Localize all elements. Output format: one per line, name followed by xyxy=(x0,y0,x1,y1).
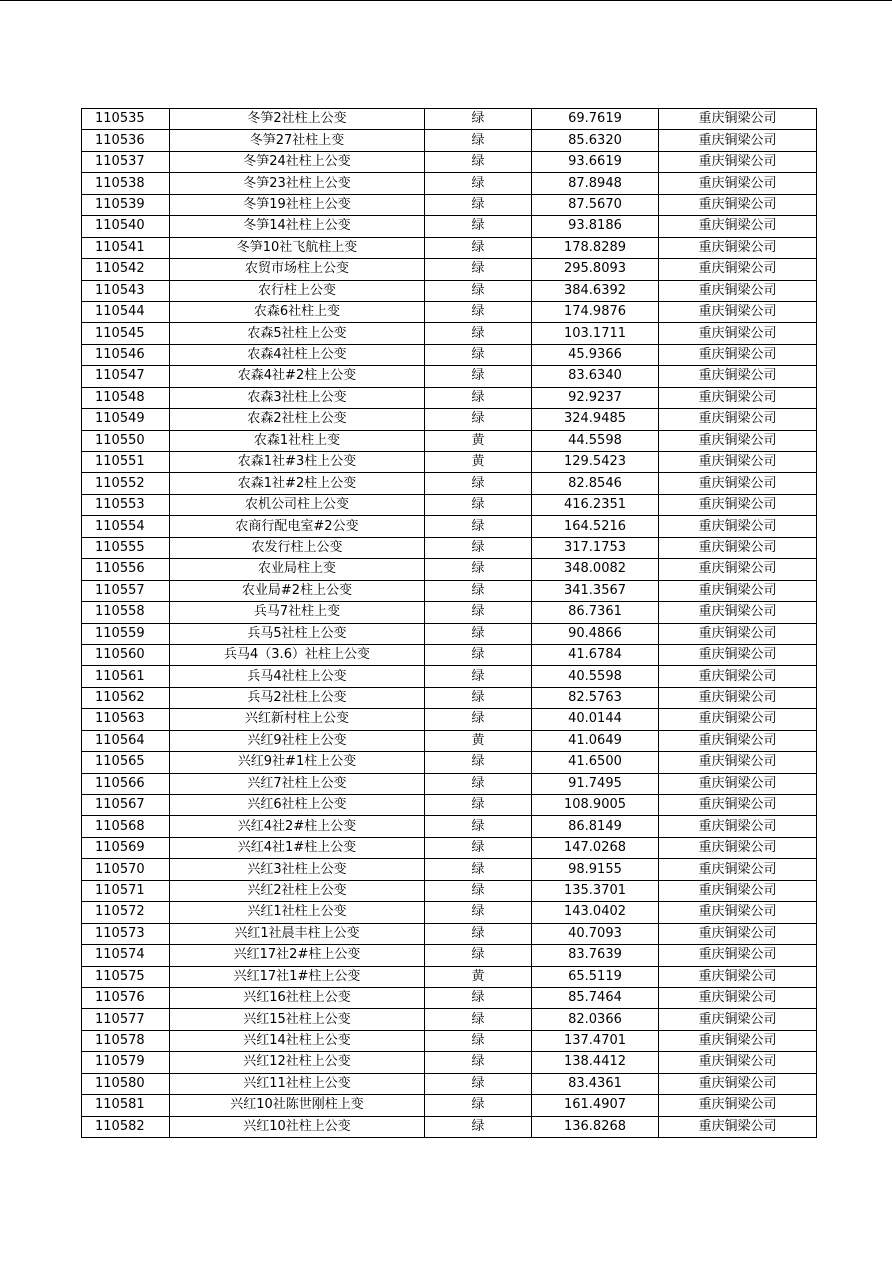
cell-id: 110578 xyxy=(82,1030,170,1051)
cell-value: 65.5119 xyxy=(532,966,659,987)
cell-company: 重庆铜梁公司 xyxy=(659,1116,817,1137)
cell-id: 110540 xyxy=(82,216,170,237)
cell-name: 农森2社柱上公变 xyxy=(170,409,425,430)
cell-level: 绿 xyxy=(425,494,532,515)
cell-id: 110563 xyxy=(82,709,170,730)
cell-id: 110564 xyxy=(82,730,170,751)
table-row xyxy=(82,1009,817,1030)
cell-id: 110577 xyxy=(82,1009,170,1030)
cell-company: 重庆铜梁公司 xyxy=(659,216,817,237)
cell-name: 兴红12社柱上公变 xyxy=(170,1052,425,1073)
cell-value: 40.5598 xyxy=(532,666,659,687)
table-row xyxy=(82,1095,817,1116)
cell-value: 69.7619 xyxy=(532,109,659,130)
cell-name: 兵马4社柱上公变 xyxy=(170,666,425,687)
cell-level: 绿 xyxy=(425,773,532,794)
cell-id: 110559 xyxy=(82,623,170,644)
cell-id: 110565 xyxy=(82,752,170,773)
cell-level: 绿 xyxy=(425,1030,532,1051)
table-row xyxy=(82,773,817,794)
table-row xyxy=(82,966,817,987)
cell-level: 绿 xyxy=(425,109,532,130)
cell-name: 冬笋14社柱上公变 xyxy=(170,216,425,237)
table-row xyxy=(82,644,817,665)
cell-name: 兴红10社陈世刚柱上变 xyxy=(170,1095,425,1116)
table-row xyxy=(82,795,817,816)
cell-name: 冬笋19社柱上公变 xyxy=(170,194,425,215)
cell-value: 98.9155 xyxy=(532,859,659,880)
cell-id: 110551 xyxy=(82,452,170,473)
cell-name: 兴红15社柱上公变 xyxy=(170,1009,425,1030)
cell-value: 93.8186 xyxy=(532,216,659,237)
cell-name: 兴红10社柱上公变 xyxy=(170,1116,425,1137)
cell-id: 110554 xyxy=(82,516,170,537)
cell-id: 110556 xyxy=(82,559,170,580)
cell-id: 110553 xyxy=(82,494,170,515)
cell-id: 110537 xyxy=(82,151,170,172)
cell-company: 重庆铜梁公司 xyxy=(659,344,817,365)
cell-value: 41.0649 xyxy=(532,730,659,751)
table-row xyxy=(82,559,817,580)
cell-value: 324.9485 xyxy=(532,409,659,430)
cell-level: 绿 xyxy=(425,194,532,215)
cell-name: 农森3社柱上公变 xyxy=(170,387,425,408)
cell-id: 110575 xyxy=(82,966,170,987)
table-row xyxy=(82,902,817,923)
cell-level: 绿 xyxy=(425,602,532,623)
cell-company: 重庆铜梁公司 xyxy=(659,1095,817,1116)
cell-level: 绿 xyxy=(425,1009,532,1030)
cell-company: 重庆铜梁公司 xyxy=(659,323,817,344)
cell-id: 110571 xyxy=(82,880,170,901)
cell-level: 绿 xyxy=(425,409,532,430)
cell-level: 绿 xyxy=(425,151,532,172)
cell-name: 农商行配电室#2公变 xyxy=(170,516,425,537)
cell-name: 兴红4社2#柱上公变 xyxy=(170,816,425,837)
cell-company: 重庆铜梁公司 xyxy=(659,859,817,880)
cell-company: 重庆铜梁公司 xyxy=(659,430,817,451)
cell-level: 黄 xyxy=(425,966,532,987)
cell-level: 绿 xyxy=(425,259,532,280)
table-row xyxy=(82,452,817,473)
cell-level: 绿 xyxy=(425,366,532,387)
cell-id: 110582 xyxy=(82,1116,170,1137)
cell-value: 41.6500 xyxy=(532,752,659,773)
cell-value: 348.0082 xyxy=(532,559,659,580)
cell-id: 110535 xyxy=(82,109,170,130)
cell-id: 110550 xyxy=(82,430,170,451)
cell-company: 重庆铜梁公司 xyxy=(659,945,817,966)
cell-company: 重庆铜梁公司 xyxy=(659,687,817,708)
cell-id: 110546 xyxy=(82,344,170,365)
table-row xyxy=(82,109,817,130)
cell-id: 110568 xyxy=(82,816,170,837)
cell-id: 110557 xyxy=(82,580,170,601)
table-row xyxy=(82,945,817,966)
cell-value: 82.8546 xyxy=(532,473,659,494)
cell-level: 绿 xyxy=(425,237,532,258)
table-row xyxy=(82,730,817,751)
cell-name: 冬笋24社柱上公变 xyxy=(170,151,425,172)
cell-level: 绿 xyxy=(425,301,532,322)
cell-name: 兴红新村柱上公变 xyxy=(170,709,425,730)
cell-name: 兵马2社柱上公变 xyxy=(170,687,425,708)
cell-value: 41.6784 xyxy=(532,644,659,665)
cell-level: 黄 xyxy=(425,430,532,451)
cell-value: 93.6619 xyxy=(532,151,659,172)
table-row xyxy=(82,1030,817,1051)
cell-id: 110547 xyxy=(82,366,170,387)
cell-level: 绿 xyxy=(425,559,532,580)
cell-name: 农森1社#3柱上公变 xyxy=(170,452,425,473)
table-body xyxy=(82,109,817,1138)
cell-name: 兴红3社柱上公变 xyxy=(170,859,425,880)
cell-level: 绿 xyxy=(425,173,532,194)
cell-company: 重庆铜梁公司 xyxy=(659,709,817,730)
cell-company: 重庆铜梁公司 xyxy=(659,580,817,601)
cell-value: 416.2351 xyxy=(532,494,659,515)
cell-id: 110567 xyxy=(82,795,170,816)
cell-name: 兴红1社柱上公变 xyxy=(170,902,425,923)
cell-company: 重庆铜梁公司 xyxy=(659,730,817,751)
cell-id: 110549 xyxy=(82,409,170,430)
table-row xyxy=(82,259,817,280)
cell-level: 绿 xyxy=(425,687,532,708)
table-row xyxy=(82,623,817,644)
table-row xyxy=(82,537,817,558)
cell-level: 绿 xyxy=(425,880,532,901)
cell-level: 绿 xyxy=(425,945,532,966)
cell-company: 重庆铜梁公司 xyxy=(659,366,817,387)
cell-value: 137.4701 xyxy=(532,1030,659,1051)
table-row xyxy=(82,280,817,301)
cell-value: 85.7464 xyxy=(532,987,659,1008)
cell-name: 农森4社柱上公变 xyxy=(170,344,425,365)
cell-id: 110539 xyxy=(82,194,170,215)
cell-level: 绿 xyxy=(425,1073,532,1094)
cell-name: 兴红11社柱上公变 xyxy=(170,1073,425,1094)
cell-level: 绿 xyxy=(425,816,532,837)
table-row xyxy=(82,859,817,880)
table-row xyxy=(82,580,817,601)
table-row xyxy=(82,366,817,387)
cell-value: 91.7495 xyxy=(532,773,659,794)
table-row xyxy=(82,1052,817,1073)
cell-value: 40.0144 xyxy=(532,709,659,730)
cell-name: 农行柱上公变 xyxy=(170,280,425,301)
cell-id: 110555 xyxy=(82,537,170,558)
table-row xyxy=(82,430,817,451)
table-row xyxy=(82,752,817,773)
cell-name: 兴红16社柱上公变 xyxy=(170,987,425,1008)
cell-value: 178.8289 xyxy=(532,237,659,258)
table-row xyxy=(82,1073,817,1094)
cell-value: 135.3701 xyxy=(532,880,659,901)
cell-value: 83.4361 xyxy=(532,1073,659,1094)
table-row xyxy=(82,194,817,215)
table-row xyxy=(82,516,817,537)
table-row xyxy=(82,837,817,858)
cell-company: 重庆铜梁公司 xyxy=(659,237,817,258)
cell-company: 重庆铜梁公司 xyxy=(659,173,817,194)
cell-id: 110581 xyxy=(82,1095,170,1116)
table-row xyxy=(82,323,817,344)
cell-level: 绿 xyxy=(425,709,532,730)
cell-name: 兴红17社2#柱上公变 xyxy=(170,945,425,966)
cell-company: 重庆铜梁公司 xyxy=(659,1009,817,1030)
table-row xyxy=(82,709,817,730)
cell-name: 农森6社柱上变 xyxy=(170,301,425,322)
cell-value: 45.9366 xyxy=(532,344,659,365)
cell-name: 兴红4社1#柱上公变 xyxy=(170,837,425,858)
cell-value: 86.8149 xyxy=(532,816,659,837)
cell-company: 重庆铜梁公司 xyxy=(659,880,817,901)
cell-id: 110561 xyxy=(82,666,170,687)
cell-value: 174.9876 xyxy=(532,301,659,322)
cell-name: 兵马5社柱上公变 xyxy=(170,623,425,644)
cell-value: 295.8093 xyxy=(532,259,659,280)
table-row xyxy=(82,409,817,430)
cell-value: 164.5216 xyxy=(532,516,659,537)
cell-id: 110542 xyxy=(82,259,170,280)
cell-level: 绿 xyxy=(425,752,532,773)
cell-company: 重庆铜梁公司 xyxy=(659,816,817,837)
cell-company: 重庆铜梁公司 xyxy=(659,109,817,130)
cell-value: 138.4412 xyxy=(532,1052,659,1073)
cell-level: 黄 xyxy=(425,730,532,751)
cell-name: 农发行柱上公变 xyxy=(170,537,425,558)
cell-name: 农贸市场柱上公变 xyxy=(170,259,425,280)
table-row xyxy=(82,387,817,408)
cell-level: 绿 xyxy=(425,666,532,687)
table-row xyxy=(82,151,817,172)
cell-level: 绿 xyxy=(425,580,532,601)
cell-level: 绿 xyxy=(425,923,532,944)
cell-company: 重庆铜梁公司 xyxy=(659,409,817,430)
cell-id: 110572 xyxy=(82,902,170,923)
page-top-border xyxy=(0,0,892,1)
table-row xyxy=(82,216,817,237)
cell-level: 绿 xyxy=(425,280,532,301)
cell-name: 兴红14社柱上公变 xyxy=(170,1030,425,1051)
cell-company: 重庆铜梁公司 xyxy=(659,666,817,687)
cell-name: 兴红6社柱上公变 xyxy=(170,795,425,816)
cell-company: 重庆铜梁公司 xyxy=(659,752,817,773)
cell-name: 冬笋23社柱上公变 xyxy=(170,173,425,194)
cell-id: 110576 xyxy=(82,987,170,1008)
table-row xyxy=(82,494,817,515)
cell-name: 兵马4（3.6）社柱上公变 xyxy=(170,644,425,665)
cell-company: 重庆铜梁公司 xyxy=(659,151,817,172)
cell-name: 兴红9社#1柱上公变 xyxy=(170,752,425,773)
cell-company: 重庆铜梁公司 xyxy=(659,259,817,280)
table-row xyxy=(82,237,817,258)
cell-name: 农机公司柱上公变 xyxy=(170,494,425,515)
cell-id: 110570 xyxy=(82,859,170,880)
cell-name: 农业局柱上变 xyxy=(170,559,425,580)
cell-value: 143.0402 xyxy=(532,902,659,923)
cell-company: 重庆铜梁公司 xyxy=(659,559,817,580)
cell-id: 110573 xyxy=(82,923,170,944)
cell-company: 重庆铜梁公司 xyxy=(659,1030,817,1051)
cell-company: 重庆铜梁公司 xyxy=(659,452,817,473)
cell-value: 147.0268 xyxy=(532,837,659,858)
cell-level: 绿 xyxy=(425,644,532,665)
cell-name: 冬笋27社柱上变 xyxy=(170,130,425,151)
cell-value: 108.9005 xyxy=(532,795,659,816)
cell-level: 绿 xyxy=(425,902,532,923)
cell-value: 87.8948 xyxy=(532,173,659,194)
cell-value: 103.1711 xyxy=(532,323,659,344)
cell-level: 绿 xyxy=(425,216,532,237)
table-row xyxy=(82,173,817,194)
table-row xyxy=(82,987,817,1008)
cell-id: 110543 xyxy=(82,280,170,301)
cell-level: 绿 xyxy=(425,387,532,408)
cell-level: 绿 xyxy=(425,130,532,151)
cell-id: 110536 xyxy=(82,130,170,151)
cell-company: 重庆铜梁公司 xyxy=(659,923,817,944)
cell-name: 兴红9社柱上公变 xyxy=(170,730,425,751)
cell-company: 重庆铜梁公司 xyxy=(659,1052,817,1073)
cell-value: 136.8268 xyxy=(532,1116,659,1137)
cell-company: 重庆铜梁公司 xyxy=(659,623,817,644)
cell-value: 85.6320 xyxy=(532,130,659,151)
cell-level: 绿 xyxy=(425,795,532,816)
cell-id: 110544 xyxy=(82,301,170,322)
cell-name: 兴红2社柱上公变 xyxy=(170,880,425,901)
cell-value: 129.5423 xyxy=(532,452,659,473)
table-row xyxy=(82,301,817,322)
cell-company: 重庆铜梁公司 xyxy=(659,130,817,151)
cell-company: 重庆铜梁公司 xyxy=(659,644,817,665)
cell-name: 兴红7社柱上公变 xyxy=(170,773,425,794)
cell-id: 110574 xyxy=(82,945,170,966)
cell-name: 农森1社#2柱上公变 xyxy=(170,473,425,494)
cell-company: 重庆铜梁公司 xyxy=(659,773,817,794)
cell-company: 重庆铜梁公司 xyxy=(659,837,817,858)
cell-name: 农森5社柱上公变 xyxy=(170,323,425,344)
cell-name: 冬笋10社飞航柱上变 xyxy=(170,237,425,258)
cell-value: 384.6392 xyxy=(532,280,659,301)
cell-name: 农森4社#2柱上公变 xyxy=(170,366,425,387)
table-row xyxy=(82,666,817,687)
cell-company: 重庆铜梁公司 xyxy=(659,194,817,215)
cell-level: 绿 xyxy=(425,323,532,344)
cell-company: 重庆铜梁公司 xyxy=(659,280,817,301)
cell-name: 兵马7社柱上变 xyxy=(170,602,425,623)
cell-company: 重庆铜梁公司 xyxy=(659,987,817,1008)
cell-level: 绿 xyxy=(425,1095,532,1116)
cell-company: 重庆铜梁公司 xyxy=(659,966,817,987)
cell-value: 161.4907 xyxy=(532,1095,659,1116)
cell-level: 绿 xyxy=(425,516,532,537)
cell-id: 110538 xyxy=(82,173,170,194)
cell-value: 83.7639 xyxy=(532,945,659,966)
cell-value: 82.0366 xyxy=(532,1009,659,1030)
table-row xyxy=(82,880,817,901)
cell-level: 绿 xyxy=(425,859,532,880)
cell-value: 82.5763 xyxy=(532,687,659,708)
cell-value: 317.1753 xyxy=(532,537,659,558)
table-row xyxy=(82,473,817,494)
table-row xyxy=(82,1116,817,1137)
cell-level: 绿 xyxy=(425,344,532,365)
cell-name: 兴红1社晨丰柱上公变 xyxy=(170,923,425,944)
cell-level: 黄 xyxy=(425,452,532,473)
table-row xyxy=(82,344,817,365)
cell-id: 110562 xyxy=(82,687,170,708)
cell-level: 绿 xyxy=(425,1052,532,1073)
cell-id: 110560 xyxy=(82,644,170,665)
cell-company: 重庆铜梁公司 xyxy=(659,516,817,537)
cell-id: 110548 xyxy=(82,387,170,408)
table-row xyxy=(82,816,817,837)
cell-id: 110579 xyxy=(82,1052,170,1073)
cell-level: 绿 xyxy=(425,537,532,558)
cell-value: 40.7093 xyxy=(532,923,659,944)
table-row xyxy=(82,130,817,151)
cell-id: 110558 xyxy=(82,602,170,623)
cell-company: 重庆铜梁公司 xyxy=(659,387,817,408)
cell-level: 绿 xyxy=(425,623,532,644)
cell-id: 110580 xyxy=(82,1073,170,1094)
cell-level: 绿 xyxy=(425,837,532,858)
cell-level: 绿 xyxy=(425,473,532,494)
cell-company: 重庆铜梁公司 xyxy=(659,301,817,322)
cell-company: 重庆铜梁公司 xyxy=(659,602,817,623)
cell-name: 农森1社柱上变 xyxy=(170,430,425,451)
cell-value: 90.4866 xyxy=(532,623,659,644)
cell-name: 兴红17社1#柱上公变 xyxy=(170,966,425,987)
cell-company: 重庆铜梁公司 xyxy=(659,494,817,515)
cell-value: 86.7361 xyxy=(532,602,659,623)
cell-company: 重庆铜梁公司 xyxy=(659,902,817,923)
cell-value: 341.3567 xyxy=(532,580,659,601)
cell-value: 83.6340 xyxy=(532,366,659,387)
cell-value: 44.5598 xyxy=(532,430,659,451)
cell-company: 重庆铜梁公司 xyxy=(659,473,817,494)
cell-level: 绿 xyxy=(425,1116,532,1137)
cell-level: 绿 xyxy=(425,987,532,1008)
table-row xyxy=(82,602,817,623)
cell-id: 110566 xyxy=(82,773,170,794)
cell-value: 87.5670 xyxy=(532,194,659,215)
cell-company: 重庆铜梁公司 xyxy=(659,795,817,816)
cell-id: 110552 xyxy=(82,473,170,494)
data-table xyxy=(81,108,817,1138)
cell-id: 110541 xyxy=(82,237,170,258)
cell-company: 重庆铜梁公司 xyxy=(659,537,817,558)
cell-name: 农业局#2柱上公变 xyxy=(170,580,425,601)
cell-company: 重庆铜梁公司 xyxy=(659,1073,817,1094)
table-row xyxy=(82,687,817,708)
cell-id: 110545 xyxy=(82,323,170,344)
cell-id: 110569 xyxy=(82,837,170,858)
table-row xyxy=(82,923,817,944)
cell-value: 92.9237 xyxy=(532,387,659,408)
cell-name: 冬笋2社柱上公变 xyxy=(170,109,425,130)
